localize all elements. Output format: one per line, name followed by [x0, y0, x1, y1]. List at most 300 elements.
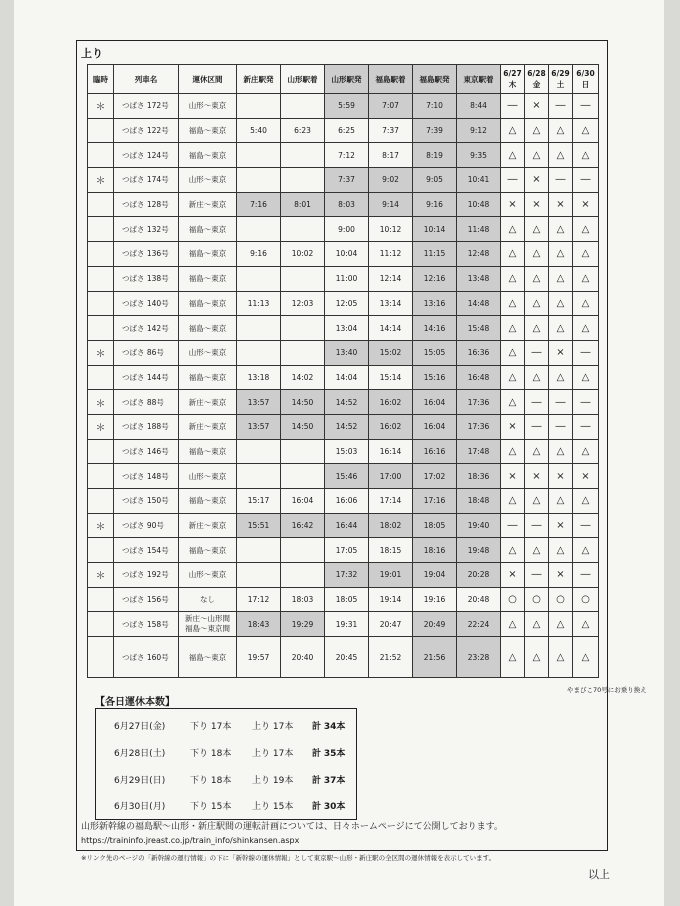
- section-title: 上り: [81, 47, 103, 60]
- suspended-section: 福島～東京: [179, 266, 237, 291]
- tokyo-arr-time: 14:48: [457, 291, 501, 316]
- day-status-2: △: [549, 291, 573, 316]
- suspended-section: 新庄～東京: [179, 414, 237, 439]
- day-status-1: △: [525, 143, 549, 168]
- rinji-mark: [88, 291, 114, 316]
- tokyo-arr-time: 12:48: [457, 242, 501, 267]
- rinji-mark: [88, 242, 114, 267]
- header-yamagata-arr: 山形駅着: [281, 65, 325, 94]
- info-url: https://traininfo.jreast.co.jp/train_info/shinkansen.aspx: [81, 836, 300, 845]
- timetable-row: [88, 291, 599, 316]
- fukushima-arr-time: 15:02: [369, 340, 413, 365]
- summary-row: [114, 773, 345, 786]
- day-status-2: ×: [549, 340, 573, 365]
- suspended-section-line: 新庄～山形間: [185, 614, 230, 624]
- fukushima-arr-time: 15:14: [369, 365, 413, 390]
- day-status-1: △: [525, 538, 549, 563]
- rinji-mark: ＊: [88, 390, 114, 415]
- day-status-0: △: [501, 637, 525, 678]
- day-status-1: ―: [525, 563, 549, 588]
- day-status-3: ○: [573, 587, 599, 612]
- suspended-section: 福島～東京: [179, 217, 237, 242]
- summary-down: 下り 18本: [190, 776, 232, 786]
- shinjo-dep-time: 9:16: [237, 242, 281, 267]
- small-note: ※リンク先のページの「新幹線の運行情報」の下に「新幹線の運休情報」として東京駅～山形・新庄駅の全区間の運休情報を表示しています。: [81, 854, 496, 862]
- yamagata-arr-time: 16:42: [281, 513, 325, 538]
- timetable-row: [88, 612, 599, 637]
- tokyo-arr-time: 16:48: [457, 365, 501, 390]
- day-status-1: ×: [525, 94, 549, 119]
- tokyo-arr-time: 9:12: [457, 118, 501, 143]
- tokyo-arr-time: 11:48: [457, 217, 501, 242]
- rinji-mark: ＊: [88, 513, 114, 538]
- header-train: 列車名: [114, 65, 179, 94]
- yamagata-arr-time: [281, 439, 325, 464]
- yamagata-arr-time: 10:02: [281, 242, 325, 267]
- header-shinjo-dep: 新庄駅発: [237, 65, 281, 94]
- header-day-2: 6/29 土: [549, 65, 573, 94]
- yamagata-arr-time: 12:03: [281, 291, 325, 316]
- summary-total: 34本: [323, 722, 346, 732]
- timetable-row: [88, 217, 599, 242]
- day-status-0: △: [501, 242, 525, 267]
- shinjo-dep-time: 13:57: [237, 414, 281, 439]
- summary-total: 35本: [323, 749, 346, 759]
- day-status-1: △: [525, 291, 549, 316]
- train-name: つばさ 136号: [114, 242, 179, 267]
- train-name: つばさ 154号: [114, 538, 179, 563]
- day-status-2: △: [549, 439, 573, 464]
- suspended-section: 山形～東京: [179, 563, 237, 588]
- day-status-1: ―: [525, 513, 549, 538]
- shinjo-dep-time: [237, 563, 281, 588]
- yamagata-arr-time: [281, 538, 325, 563]
- tokyo-arr-time: 20:48: [457, 587, 501, 612]
- train-name: つばさ 174号: [114, 168, 179, 193]
- tokyo-arr-time: 8:44: [457, 94, 501, 119]
- rinji-mark: ＊: [88, 563, 114, 588]
- tokyo-arr-time: 23:28: [457, 637, 501, 678]
- yamagata-arr-time: 14:02: [281, 365, 325, 390]
- shinjo-dep-time: 17:12: [237, 587, 281, 612]
- timetable-row: [88, 563, 599, 588]
- timetable-table: [87, 64, 599, 678]
- yamagata-arr-time: [281, 340, 325, 365]
- header-day-1: 6/28 金: [525, 65, 549, 94]
- fukushima-dep-time: 15:05: [413, 340, 457, 365]
- rinji-mark: [88, 316, 114, 341]
- day-status-2: ×: [549, 192, 573, 217]
- day-status-0: △: [501, 217, 525, 242]
- day-status-0: △: [501, 390, 525, 415]
- day-status-1: △: [525, 612, 549, 637]
- tokyo-arr-time: 17:36: [457, 414, 501, 439]
- summary-total-label: 計: [312, 749, 322, 759]
- timetable-row: [88, 168, 599, 193]
- day-status-1: ×: [525, 464, 549, 489]
- day-status-2: △: [549, 316, 573, 341]
- header-rinji: 臨時: [88, 65, 114, 94]
- train-name: つばさ 188号: [114, 414, 179, 439]
- summary-total: 30本: [323, 802, 346, 812]
- fukushima-dep-time: 9:16: [413, 192, 457, 217]
- fukushima-dep-time: 8:19: [413, 143, 457, 168]
- shinjo-dep-time: 11:13: [237, 291, 281, 316]
- shinjo-dep-time: [237, 266, 281, 291]
- shinjo-dep-time: [237, 316, 281, 341]
- tokyo-arr-time: 10:41: [457, 168, 501, 193]
- yamagata-dep-time: 14:52: [325, 414, 369, 439]
- day-status-0: ―: [501, 94, 525, 119]
- day-status-0: △: [501, 340, 525, 365]
- train-name: つばさ 122号: [114, 118, 179, 143]
- tokyo-arr-time: 18:36: [457, 464, 501, 489]
- fukushima-dep-time: 12:16: [413, 266, 457, 291]
- suspended-section: なし: [179, 587, 237, 612]
- fukushima-arr-time: 10:12: [369, 217, 413, 242]
- shinjo-dep-time: 13:18: [237, 365, 281, 390]
- tokyo-arr-time: 19:40: [457, 513, 501, 538]
- fukushima-arr-time: 16:02: [369, 414, 413, 439]
- timetable-row: [88, 489, 599, 514]
- shinjo-dep-time: 5:40: [237, 118, 281, 143]
- fukushima-arr-time: 8:17: [369, 143, 413, 168]
- yamagata-arr-time: 18:03: [281, 587, 325, 612]
- tokyo-arr-time: 9:35: [457, 143, 501, 168]
- day-status-2: △: [549, 612, 573, 637]
- suspended-section: [179, 612, 237, 637]
- tokyo-arr-time: 15:48: [457, 316, 501, 341]
- shinjo-dep-time: [237, 217, 281, 242]
- fukushima-arr-time: 9:14: [369, 192, 413, 217]
- timetable-row: [88, 316, 599, 341]
- yamabiko-note: やまびこ70号にお乗り換え: [567, 686, 647, 694]
- yamagata-dep-time: 6:25: [325, 118, 369, 143]
- yamagata-arr-time: [281, 168, 325, 193]
- yamagata-dep-time: 13:04: [325, 316, 369, 341]
- rinji-mark: [88, 143, 114, 168]
- day-status-3: △: [573, 291, 599, 316]
- fukushima-dep-time: 11:15: [413, 242, 457, 267]
- summary-down: 下り 15本: [190, 802, 232, 812]
- day-status-3: △: [573, 489, 599, 514]
- day-status-3: △: [573, 118, 599, 143]
- yamagata-dep-time: 7:37: [325, 168, 369, 193]
- fukushima-dep-time: 10:14: [413, 217, 457, 242]
- timetable-row: [88, 439, 599, 464]
- fukushima-dep-time: 13:16: [413, 291, 457, 316]
- summary-date: 6月30日(月): [114, 802, 166, 812]
- summary-row: [114, 746, 345, 759]
- timetable-row: [88, 513, 599, 538]
- fukushima-arr-time: 17:14: [369, 489, 413, 514]
- header-yamagata-dep: 山形駅発: [325, 65, 369, 94]
- fukushima-arr-time: 19:01: [369, 563, 413, 588]
- shinjo-dep-time: [237, 538, 281, 563]
- day-status-1: △: [525, 365, 549, 390]
- yamagata-dep-time: 16:44: [325, 513, 369, 538]
- fukushima-dep-time: 19:04: [413, 563, 457, 588]
- rinji-mark: ＊: [88, 94, 114, 119]
- fukushima-arr-time: 17:00: [369, 464, 413, 489]
- train-name: つばさ 144号: [114, 365, 179, 390]
- yamagata-dep-time: 17:32: [325, 563, 369, 588]
- yamagata-arr-time: 8:01: [281, 192, 325, 217]
- shinjo-dep-time: 13:57: [237, 390, 281, 415]
- day-status-3: △: [573, 316, 599, 341]
- summary-total-label: 計: [312, 776, 322, 786]
- day-status-1: △: [525, 439, 549, 464]
- rinji-mark: [88, 489, 114, 514]
- summary-up: 上り 17本: [252, 749, 294, 759]
- fukushima-arr-time: 18:15: [369, 538, 413, 563]
- suspended-section: 福島～東京: [179, 118, 237, 143]
- day-status-0: △: [501, 489, 525, 514]
- day-status-3: △: [573, 242, 599, 267]
- day-status-3: △: [573, 365, 599, 390]
- train-name: つばさ 88号: [114, 390, 179, 415]
- rinji-mark: [88, 587, 114, 612]
- train-name: つばさ 140号: [114, 291, 179, 316]
- day-status-0: ×: [501, 414, 525, 439]
- day-status-1: ○: [525, 587, 549, 612]
- day-status-0: △: [501, 612, 525, 637]
- fukushima-arr-time: 16:14: [369, 439, 413, 464]
- day-status-3: △: [573, 439, 599, 464]
- summary-row: [114, 719, 345, 732]
- day-status-2: △: [549, 489, 573, 514]
- tokyo-arr-time: 18:48: [457, 489, 501, 514]
- day-status-2: ―: [549, 390, 573, 415]
- shinjo-dep-time: [237, 94, 281, 119]
- timetable-row: [88, 390, 599, 415]
- timetable-row: [88, 94, 599, 119]
- rinji-mark: ＊: [88, 168, 114, 193]
- day-status-0: ―: [501, 168, 525, 193]
- fukushima-dep-time: 17:02: [413, 464, 457, 489]
- day-status-2: ―: [549, 168, 573, 193]
- train-name: つばさ 172号: [114, 94, 179, 119]
- suspended-section: 新庄～東京: [179, 513, 237, 538]
- suspended-section: 福島～東京: [179, 242, 237, 267]
- tokyo-arr-time: 10:48: [457, 192, 501, 217]
- yamagata-dep-time: 13:40: [325, 340, 369, 365]
- yamagata-dep-time: 15:46: [325, 464, 369, 489]
- fukushima-arr-time: 9:02: [369, 168, 413, 193]
- yamagata-dep-time: 8:03: [325, 192, 369, 217]
- timetable-row: [88, 414, 599, 439]
- tokyo-arr-time: 17:48: [457, 439, 501, 464]
- summary-up: 上り 19本: [252, 776, 294, 786]
- train-name: つばさ 138号: [114, 266, 179, 291]
- suspended-section: 福島～東京: [179, 489, 237, 514]
- day-status-2: △: [549, 143, 573, 168]
- yamagata-dep-time: 14:04: [325, 365, 369, 390]
- fukushima-arr-time: 7:07: [369, 94, 413, 119]
- tokyo-arr-time: 19:48: [457, 538, 501, 563]
- timetable-row: [88, 637, 599, 678]
- day-status-0: ×: [501, 563, 525, 588]
- yamagata-dep-time: 17:05: [325, 538, 369, 563]
- timetable-row: [88, 538, 599, 563]
- timetable-row: [88, 242, 599, 267]
- rinji-mark: [88, 266, 114, 291]
- header-day-3: 6/30 日: [573, 65, 599, 94]
- yamagata-arr-time: [281, 316, 325, 341]
- day-status-3: ×: [573, 464, 599, 489]
- day-status-1: △: [525, 637, 549, 678]
- fukushima-dep-time: 16:04: [413, 414, 457, 439]
- summary-total-label: 計: [312, 802, 322, 812]
- yamagata-dep-time: 11:00: [325, 266, 369, 291]
- fukushima-dep-time: 20:49: [413, 612, 457, 637]
- day-status-3: △: [573, 266, 599, 291]
- shinjo-dep-time: 15:17: [237, 489, 281, 514]
- rinji-mark: ＊: [88, 340, 114, 365]
- day-status-1: △: [525, 266, 549, 291]
- summary-up: 上り 15本: [252, 802, 294, 812]
- fukushima-dep-time: 9:05: [413, 168, 457, 193]
- summary-down: 下り 17本: [190, 722, 232, 732]
- fukushima-arr-time: 20:47: [369, 612, 413, 637]
- summary-down: 下り 18本: [190, 749, 232, 759]
- suspended-section: 山形～東京: [179, 168, 237, 193]
- day-status-2: △: [549, 538, 573, 563]
- train-name: つばさ 128号: [114, 192, 179, 217]
- yamagata-dep-time: 18:05: [325, 587, 369, 612]
- train-name: つばさ 124号: [114, 143, 179, 168]
- yamagata-arr-time: 19:29: [281, 612, 325, 637]
- summary-date: 6月29日(日): [114, 776, 166, 786]
- train-name: つばさ 146号: [114, 439, 179, 464]
- fukushima-arr-time: 12:14: [369, 266, 413, 291]
- day-status-2: △: [549, 365, 573, 390]
- fukushima-dep-time: 16:04: [413, 390, 457, 415]
- suspended-section: 福島～東京: [179, 439, 237, 464]
- end-text: 以上: [588, 868, 610, 881]
- yamagata-dep-time: 10:04: [325, 242, 369, 267]
- yamagata-dep-time: 14:52: [325, 390, 369, 415]
- day-status-2: ―: [549, 414, 573, 439]
- suspended-section: 福島～東京: [179, 143, 237, 168]
- day-status-0: ―: [501, 513, 525, 538]
- fukushima-arr-time: 18:02: [369, 513, 413, 538]
- header-fukushima-dep: 福島駅発: [413, 65, 457, 94]
- yamagata-dep-time: 15:03: [325, 439, 369, 464]
- day-status-3: △: [573, 612, 599, 637]
- fukushima-dep-time: 21:56: [413, 637, 457, 678]
- day-status-3: ―: [573, 390, 599, 415]
- yamagata-arr-time: [281, 217, 325, 242]
- fukushima-dep-time: 16:16: [413, 439, 457, 464]
- suspended-section-line: 福島～東京間: [185, 624, 230, 634]
- yamagata-arr-time: 16:04: [281, 489, 325, 514]
- suspended-section: 福島～東京: [179, 316, 237, 341]
- day-status-0: △: [501, 266, 525, 291]
- day-status-2: ×: [549, 464, 573, 489]
- rinji-mark: [88, 464, 114, 489]
- tokyo-arr-time: 17:36: [457, 390, 501, 415]
- header-day-0: 6/27 木: [501, 65, 525, 94]
- day-status-0: △: [501, 291, 525, 316]
- fukushima-dep-time: 7:39: [413, 118, 457, 143]
- day-status-3: △: [573, 538, 599, 563]
- summary-title: 【各日運休本数】: [95, 697, 175, 708]
- summary-up: 上り 17本: [252, 722, 294, 732]
- yamagata-arr-time: [281, 143, 325, 168]
- timetable-row: [88, 464, 599, 489]
- fukushima-dep-time: 14:16: [413, 316, 457, 341]
- suspended-section: 福島～東京: [179, 637, 237, 678]
- tokyo-arr-time: 13:48: [457, 266, 501, 291]
- day-status-2: △: [549, 217, 573, 242]
- day-status-3: △: [573, 637, 599, 678]
- summary-date: 6月27日(金): [114, 722, 166, 732]
- shinjo-dep-time: 15:51: [237, 513, 281, 538]
- timetable-row: [88, 587, 599, 612]
- yamagata-arr-time: [281, 563, 325, 588]
- timetable-row: [88, 266, 599, 291]
- day-status-3: ―: [573, 414, 599, 439]
- fukushima-dep-time: 15:16: [413, 365, 457, 390]
- rinji-mark: [88, 217, 114, 242]
- fukushima-arr-time: 19:14: [369, 587, 413, 612]
- rinji-mark: [88, 118, 114, 143]
- yamagata-dep-time: 12:05: [325, 291, 369, 316]
- day-status-2: △: [549, 242, 573, 267]
- suspended-section: 福島～東京: [179, 365, 237, 390]
- shinjo-dep-time: [237, 143, 281, 168]
- fukushima-arr-time: 11:12: [369, 242, 413, 267]
- day-status-1: △: [525, 217, 549, 242]
- day-status-1: ―: [525, 414, 549, 439]
- summary-box: [95, 708, 357, 820]
- rinji-mark: [88, 439, 114, 464]
- day-status-1: ×: [525, 192, 549, 217]
- timetable-row: [88, 365, 599, 390]
- train-name: つばさ 192号: [114, 563, 179, 588]
- train-name: つばさ 142号: [114, 316, 179, 341]
- shinjo-dep-time: [237, 340, 281, 365]
- shinjo-dep-time: [237, 168, 281, 193]
- yamagata-dep-time: 5:59: [325, 94, 369, 119]
- shinjo-dep-time: 7:16: [237, 192, 281, 217]
- day-status-2: ○: [549, 587, 573, 612]
- shinjo-dep-time: [237, 439, 281, 464]
- summary-row: [114, 799, 345, 812]
- day-status-0: △: [501, 316, 525, 341]
- day-status-0: △: [501, 143, 525, 168]
- yamagata-arr-time: 14:50: [281, 414, 325, 439]
- day-status-3: △: [573, 143, 599, 168]
- train-name: つばさ 156号: [114, 587, 179, 612]
- day-status-1: ―: [525, 390, 549, 415]
- shinjo-dep-time: 19:57: [237, 637, 281, 678]
- rinji-mark: ＊: [88, 414, 114, 439]
- timetable-frame: [76, 40, 647, 862]
- summary-date: 6月28日(土): [114, 749, 166, 759]
- train-name: つばさ 132号: [114, 217, 179, 242]
- rinji-mark: [88, 612, 114, 637]
- header-section: 運休区間: [179, 65, 237, 94]
- train-name: つばさ 90号: [114, 513, 179, 538]
- shinjo-dep-time: 18:43: [237, 612, 281, 637]
- day-status-2: ×: [549, 513, 573, 538]
- train-name: つばさ 158号: [114, 612, 179, 637]
- rinji-mark: [88, 538, 114, 563]
- yamagata-arr-time: 14:50: [281, 390, 325, 415]
- day-status-3: ×: [573, 192, 599, 217]
